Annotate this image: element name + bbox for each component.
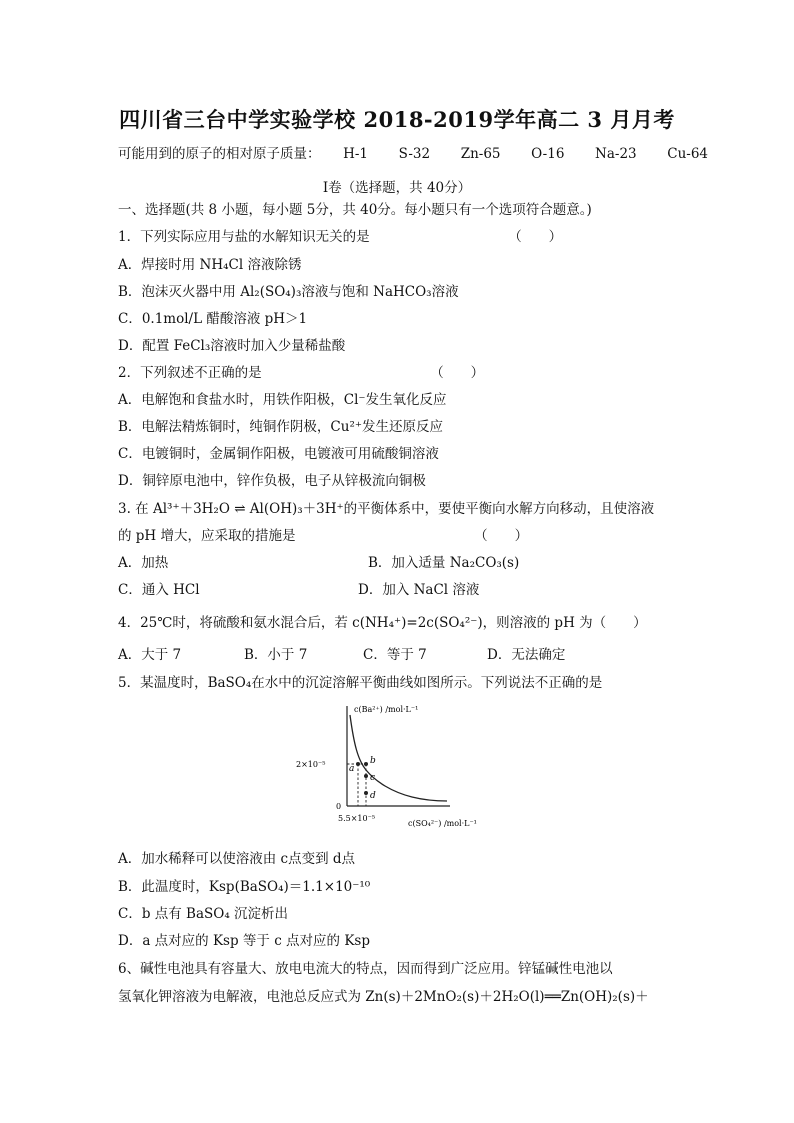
q3-stem-text: 的 pH 增大，应采取的措施是 [118, 528, 296, 544]
q3-answer-blank: （ ） [474, 528, 529, 544]
q4-option-a: A．大于 7 [118, 647, 182, 663]
q3-stem-line1: 3. 在 Al³⁺＋3H₂O ⇌ Al(OH)₃＋3H⁺的平衡体系中，要使平衡向水解方向移动，且使溶液 [118, 501, 655, 517]
q2-stem-text: 2．下列叙述不正确的是 [118, 365, 262, 381]
atomic-masses-line [118, 145, 708, 163]
q2-stem [118, 364, 484, 382]
q1-option-c: C．0.1mol/L 醋酸溶液 pH＞1 [118, 311, 308, 327]
q4-option-b: B．小于 7 [244, 647, 308, 663]
q4-option-d: D．无法确定 [487, 647, 566, 663]
section-title: Ⅰ卷（选择题，共 40分） [322, 180, 472, 196]
point-d [364, 791, 368, 795]
q4-option-c: C．等于 7 [363, 647, 427, 663]
mass-item: Cu-64 [667, 146, 708, 162]
x-tick-label: 5.5×10⁻⁵ [338, 814, 376, 823]
atomic-masses-label: 可能用到的原子的相对原子质量： [118, 146, 321, 162]
exam-title: 四川省三台中学实验学校 2018-2019学年高二 3 月月考 [119, 107, 675, 132]
section-instruction: 一、选择题(共 8 小题，每小题 5分，共 40分。每小题只有一个选项符合题意。) [118, 202, 592, 218]
q2-option-b: B．电解法精炼铜时，纯铜作阴极，Cu²⁺发生还原反应 [118, 419, 443, 435]
q3-option-b: B．加入适量 Na₂CO₃(s) [368, 555, 520, 571]
q5-stem: 5．某温度时，BaSO₄在水中的沉淀溶解平衡曲线如图所示。下列说法不正确的是 [118, 675, 603, 691]
mass-item: Zn-65 [460, 146, 501, 162]
q4-stem: 4．25℃时，将硫酸和氨水混合后，若 c(NH₄⁺)=2c(SO₄²⁻)，则溶液的 pH 为（ ） [118, 615, 647, 631]
q3-option-a: A．加热 [118, 555, 169, 571]
point-b-label: b [370, 756, 376, 766]
point-b [364, 762, 368, 766]
x-axis-label: c(SO₄²⁻) /mol·L⁻¹ [408, 819, 477, 828]
q1-option-a: A．焊接时用 NH₄Cl 溶液除锈 [118, 257, 302, 273]
q1-option-d: D．配置 FeCl₃溶液时加入少量稀盐酸 [118, 338, 346, 354]
mass-item: Na-23 [595, 146, 637, 162]
q5-option-c: C．b 点有 BaSO₄ 沉淀析出 [118, 906, 289, 922]
origin-label: 0 [336, 802, 342, 811]
point-c-label: c [370, 773, 376, 783]
q5-option-a: A．加水稀释可以使溶液由 c点变到 d点 [118, 851, 356, 867]
q1-stem [118, 228, 562, 246]
mass-item: H-1 [343, 146, 369, 162]
equilibrium-curve [350, 715, 447, 801]
q5-option-d: D．a 点对应的 Ksp 等于 c 点对应的 Ksp [118, 933, 370, 949]
mass-item: S-32 [398, 146, 431, 162]
q1-answer-blank: （ ） [508, 229, 563, 245]
y-axis-label: c(Ba²⁺) /mol·L⁻¹ [354, 705, 419, 714]
q3-option-c: C．通入 HCl [118, 582, 200, 598]
q1-stem-text: 1．下列实际应用与盐的水解知识无关的是 [118, 229, 370, 245]
q3-stem-line2 [118, 527, 528, 545]
point-d-label: d [370, 791, 376, 801]
y-tick-label: 2×10⁻⁵ [296, 760, 326, 769]
q2-option-d: D．铜锌原电池中，锌作负极，电子从锌极流向铜极 [118, 473, 426, 489]
q3-option-d: D．加入 NaCl 溶液 [358, 582, 480, 598]
point-c [364, 774, 368, 778]
q6-stem-line1: 6、碱性电池具有容量大、放电电流大的特点，因而得到广泛应用。锌锰碱性电池以 [118, 961, 613, 977]
q6-stem-line2: 氢氧化钾溶液为电解液，电池总反应式为 Zn(s)＋2MnO₂(s)＋2H₂O(l)══Zn(OH)₂(s)＋ [118, 989, 649, 1005]
q2-option-a: A．电解饱和食盐水时，用铁作阳极，Cl⁻发生氧化反应 [118, 392, 447, 408]
solubility-curve-figure [292, 700, 492, 835]
q2-option-c: C．电镀铜时，金属铜作阳极，电镀液可用硫酸铜溶液 [118, 446, 439, 462]
q2-answer-blank: （ ） [430, 365, 485, 381]
mass-item: O-16 [531, 146, 565, 162]
q5-option-b: B．此温度时，Ksp(BaSO₄)＝1.1×10⁻¹⁰ [118, 879, 371, 895]
q1-option-b: B．泡沫灭火器中用 Al₂(SO₄)₃溶液与饱和 NaHCO₃溶液 [118, 284, 459, 300]
point-a [356, 762, 360, 766]
point-a-label: a [349, 764, 355, 774]
